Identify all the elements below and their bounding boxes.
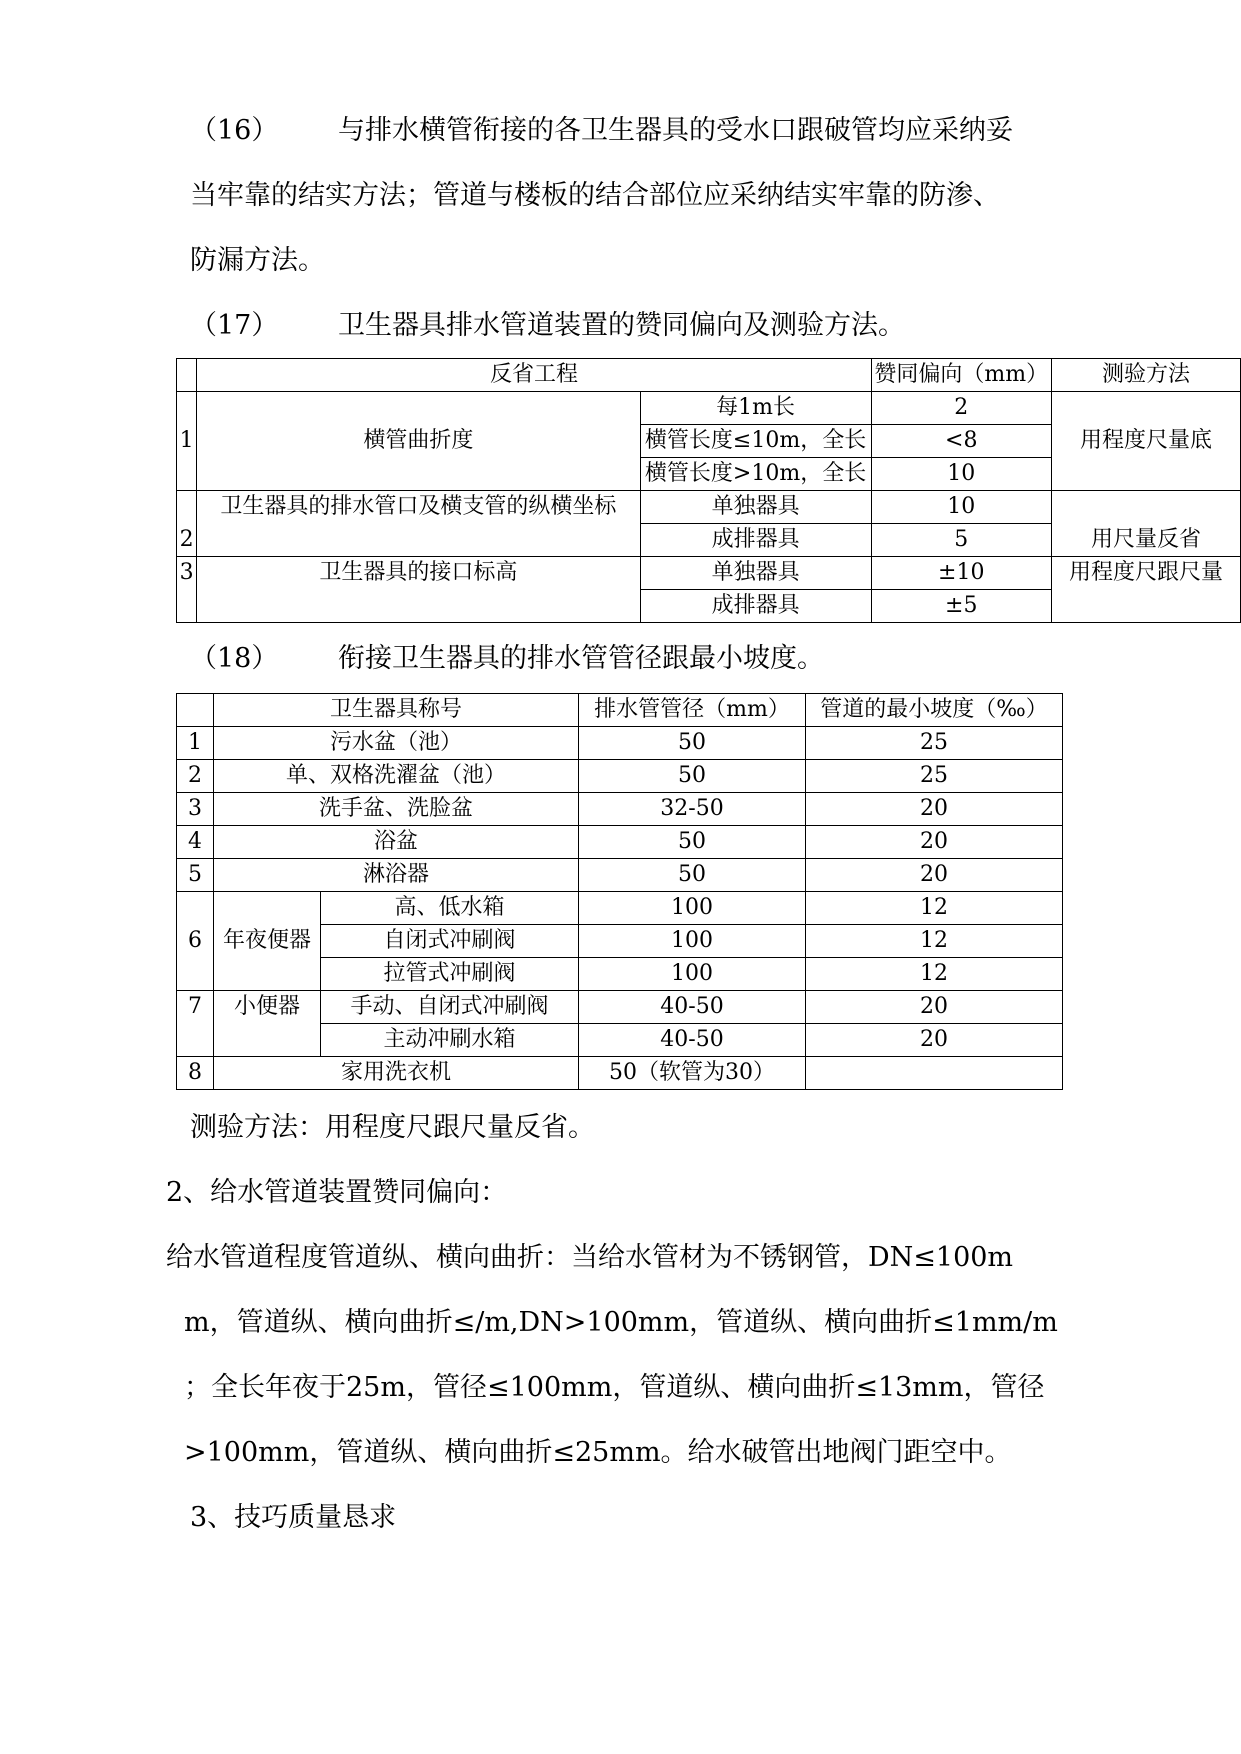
table-row <box>177 727 1063 760</box>
section-3-heading: 3、技巧质量恳求 <box>190 1502 397 1533</box>
row-value: 10 <box>871 458 1051 491</box>
row-method: 用尺量反省 <box>1051 491 1240 557</box>
row-diameter: 40-50 <box>579 1024 806 1057</box>
row-slope: 12 <box>806 892 1063 925</box>
row-name: 污水盆（池） <box>214 727 579 760</box>
table-row <box>177 892 1063 925</box>
table-row <box>177 392 1241 425</box>
row-value: <8 <box>871 425 1051 458</box>
item-18-text: 衔接卫生器具的排水管管径跟最小坡度。 <box>338 643 824 674</box>
row-slope: 20 <box>806 859 1063 892</box>
table-row <box>177 524 1241 557</box>
pipe-diameter-table <box>176 693 1063 1090</box>
row-diameter: 50 <box>579 859 806 892</box>
row-method: 用程度尺量底 <box>1051 392 1240 491</box>
row-sub: 单独器具 <box>640 491 871 524</box>
item-17-heading <box>190 309 1090 343</box>
row-number: 7 <box>177 991 214 1057</box>
table-row <box>177 458 1241 491</box>
table-row <box>177 491 1241 524</box>
row-value: 5 <box>871 524 1051 557</box>
item-18-number: （18） <box>190 643 279 674</box>
header-item: 反省工程 <box>197 359 871 392</box>
row-slope: 20 <box>806 793 1063 826</box>
item-17-number: （17） <box>190 310 279 341</box>
row-value: ±10 <box>871 557 1051 590</box>
row-number: 3 <box>177 557 197 623</box>
row-name: 主动冲刷水箱 <box>321 1024 579 1057</box>
item-16-number: （16） <box>190 115 279 146</box>
table-row <box>177 590 1241 623</box>
row-name: 手动、自闭式冲刷阀 <box>321 991 579 1024</box>
row-name: 自闭式冲刷阀 <box>321 925 579 958</box>
row-name: 卫生器具的接口标高 <box>197 557 640 623</box>
row-diameter: 100 <box>579 958 806 991</box>
row-group-name: 小便器 <box>214 991 321 1057</box>
row-slope: 25 <box>806 760 1063 793</box>
header-diameter: 排水管管径（mm） <box>579 694 806 727</box>
row-name: 高、低水箱 <box>321 892 579 925</box>
row-diameter: 50 <box>579 826 806 859</box>
row-name: 浴盆 <box>214 826 579 859</box>
row-sub: 横管长度≤10m，全长 <box>640 425 871 458</box>
row-diameter: 40-50 <box>579 991 806 1024</box>
row-sub: 横管长度>10m，全长 <box>640 458 871 491</box>
row-name: 单、双格洗濯盆（池） <box>214 760 579 793</box>
row-slope <box>806 1057 1063 1090</box>
row-number: 5 <box>177 859 214 892</box>
row-slope: 20 <box>806 826 1063 859</box>
method-note: 测验方法：用程度尺跟尺量反省。 <box>190 1112 595 1143</box>
table-header-row <box>177 359 1241 392</box>
header-blank <box>177 359 197 392</box>
section-2-line1: 给水管道程度管道纵、横向曲折：当给水管材为不锈钢管，DN≤100m <box>166 1242 1014 1273</box>
header-method: 测验方法 <box>1051 359 1240 392</box>
row-sub: 每1m长 <box>640 392 871 425</box>
table-header-row <box>177 694 1063 727</box>
row-name: 家用洗衣机 <box>214 1057 579 1090</box>
item-16-line1 <box>190 114 1090 148</box>
row-number: 8 <box>177 1057 214 1090</box>
section-2-heading: 2、给水管道装置赞同偏向： <box>166 1177 508 1208</box>
row-sub: 单独器具 <box>640 557 871 590</box>
table-row <box>177 991 1063 1024</box>
row-name: 洗手盆、洗脸盆 <box>214 793 579 826</box>
row-number: 2 <box>177 491 197 557</box>
item-16-line2: 当牢靠的结实方法；管道与楼板的结合部位应采纳结实牢靠的防渗、 <box>190 180 1000 211</box>
section-2-line2: m，管道纵、横向曲折≤/m,DN>100mm，管道纵、横向曲折≤1mm/m <box>184 1307 1058 1338</box>
row-number: 1 <box>177 727 214 760</box>
row-number: 4 <box>177 826 214 859</box>
header-name: 卫生器具称号 <box>214 694 579 727</box>
row-number: 3 <box>177 793 214 826</box>
row-number: 6 <box>177 892 214 991</box>
table-row <box>177 859 1063 892</box>
table-row <box>177 826 1063 859</box>
item-18-heading <box>190 642 1090 676</box>
row-value: 2 <box>871 392 1051 425</box>
row-diameter: 50 <box>579 760 806 793</box>
row-diameter: 50（软管为30） <box>579 1057 806 1090</box>
section-2-line3: ；全长年夜于25m，管径≤100mm，管道纵、横向曲折≤13mm，管径 <box>184 1372 1045 1403</box>
header-blank <box>177 694 214 727</box>
row-diameter: 32-50 <box>579 793 806 826</box>
row-sub: 成排器具 <box>640 590 871 623</box>
item-17-text: 卫生器具排水管道装置的赞同偏向及测验方法。 <box>338 310 905 341</box>
item-16-line3: 防漏方法。 <box>190 245 325 276</box>
row-slope: 20 <box>806 1024 1063 1057</box>
row-value: 10 <box>871 491 1051 524</box>
row-diameter: 100 <box>579 892 806 925</box>
row-diameter: 100 <box>579 925 806 958</box>
row-value: ±5 <box>871 590 1051 623</box>
row-sub: 成排器具 <box>640 524 871 557</box>
table-row <box>177 760 1063 793</box>
table-row <box>177 793 1063 826</box>
item-16-text: 与排水横管衔接的各卫生器具的受水口跟破管均应采纳妥 <box>338 115 1013 146</box>
row-number: 1 <box>177 392 197 491</box>
row-slope: 20 <box>806 991 1063 1024</box>
row-method: 用程度尺跟尺量 <box>1051 557 1240 623</box>
table-row <box>177 557 1241 590</box>
table-row <box>177 1057 1063 1090</box>
row-name: 横管曲折度 <box>197 392 640 491</box>
row-slope: 12 <box>806 958 1063 991</box>
row-number: 2 <box>177 760 214 793</box>
row-name: 卫生器具的排水管口及横支管的纵横坐标 <box>197 491 640 557</box>
header-slope: 管道的最小坡度（‰） <box>806 694 1063 727</box>
tolerance-table <box>176 358 1241 623</box>
section-2-line4: >100mm，管道纵、横向曲折≤25mm。给水破管出地阀门距空中。 <box>184 1437 1012 1468</box>
row-slope: 12 <box>806 925 1063 958</box>
row-slope: 25 <box>806 727 1063 760</box>
row-diameter: 50 <box>579 727 806 760</box>
header-tolerance: 赞同偏向（mm） <box>871 359 1051 392</box>
row-group-name: 年夜便器 <box>214 892 321 991</box>
row-name: 淋浴器 <box>214 859 579 892</box>
row-name: 拉管式冲刷阀 <box>321 958 579 991</box>
table-row <box>177 425 1241 458</box>
